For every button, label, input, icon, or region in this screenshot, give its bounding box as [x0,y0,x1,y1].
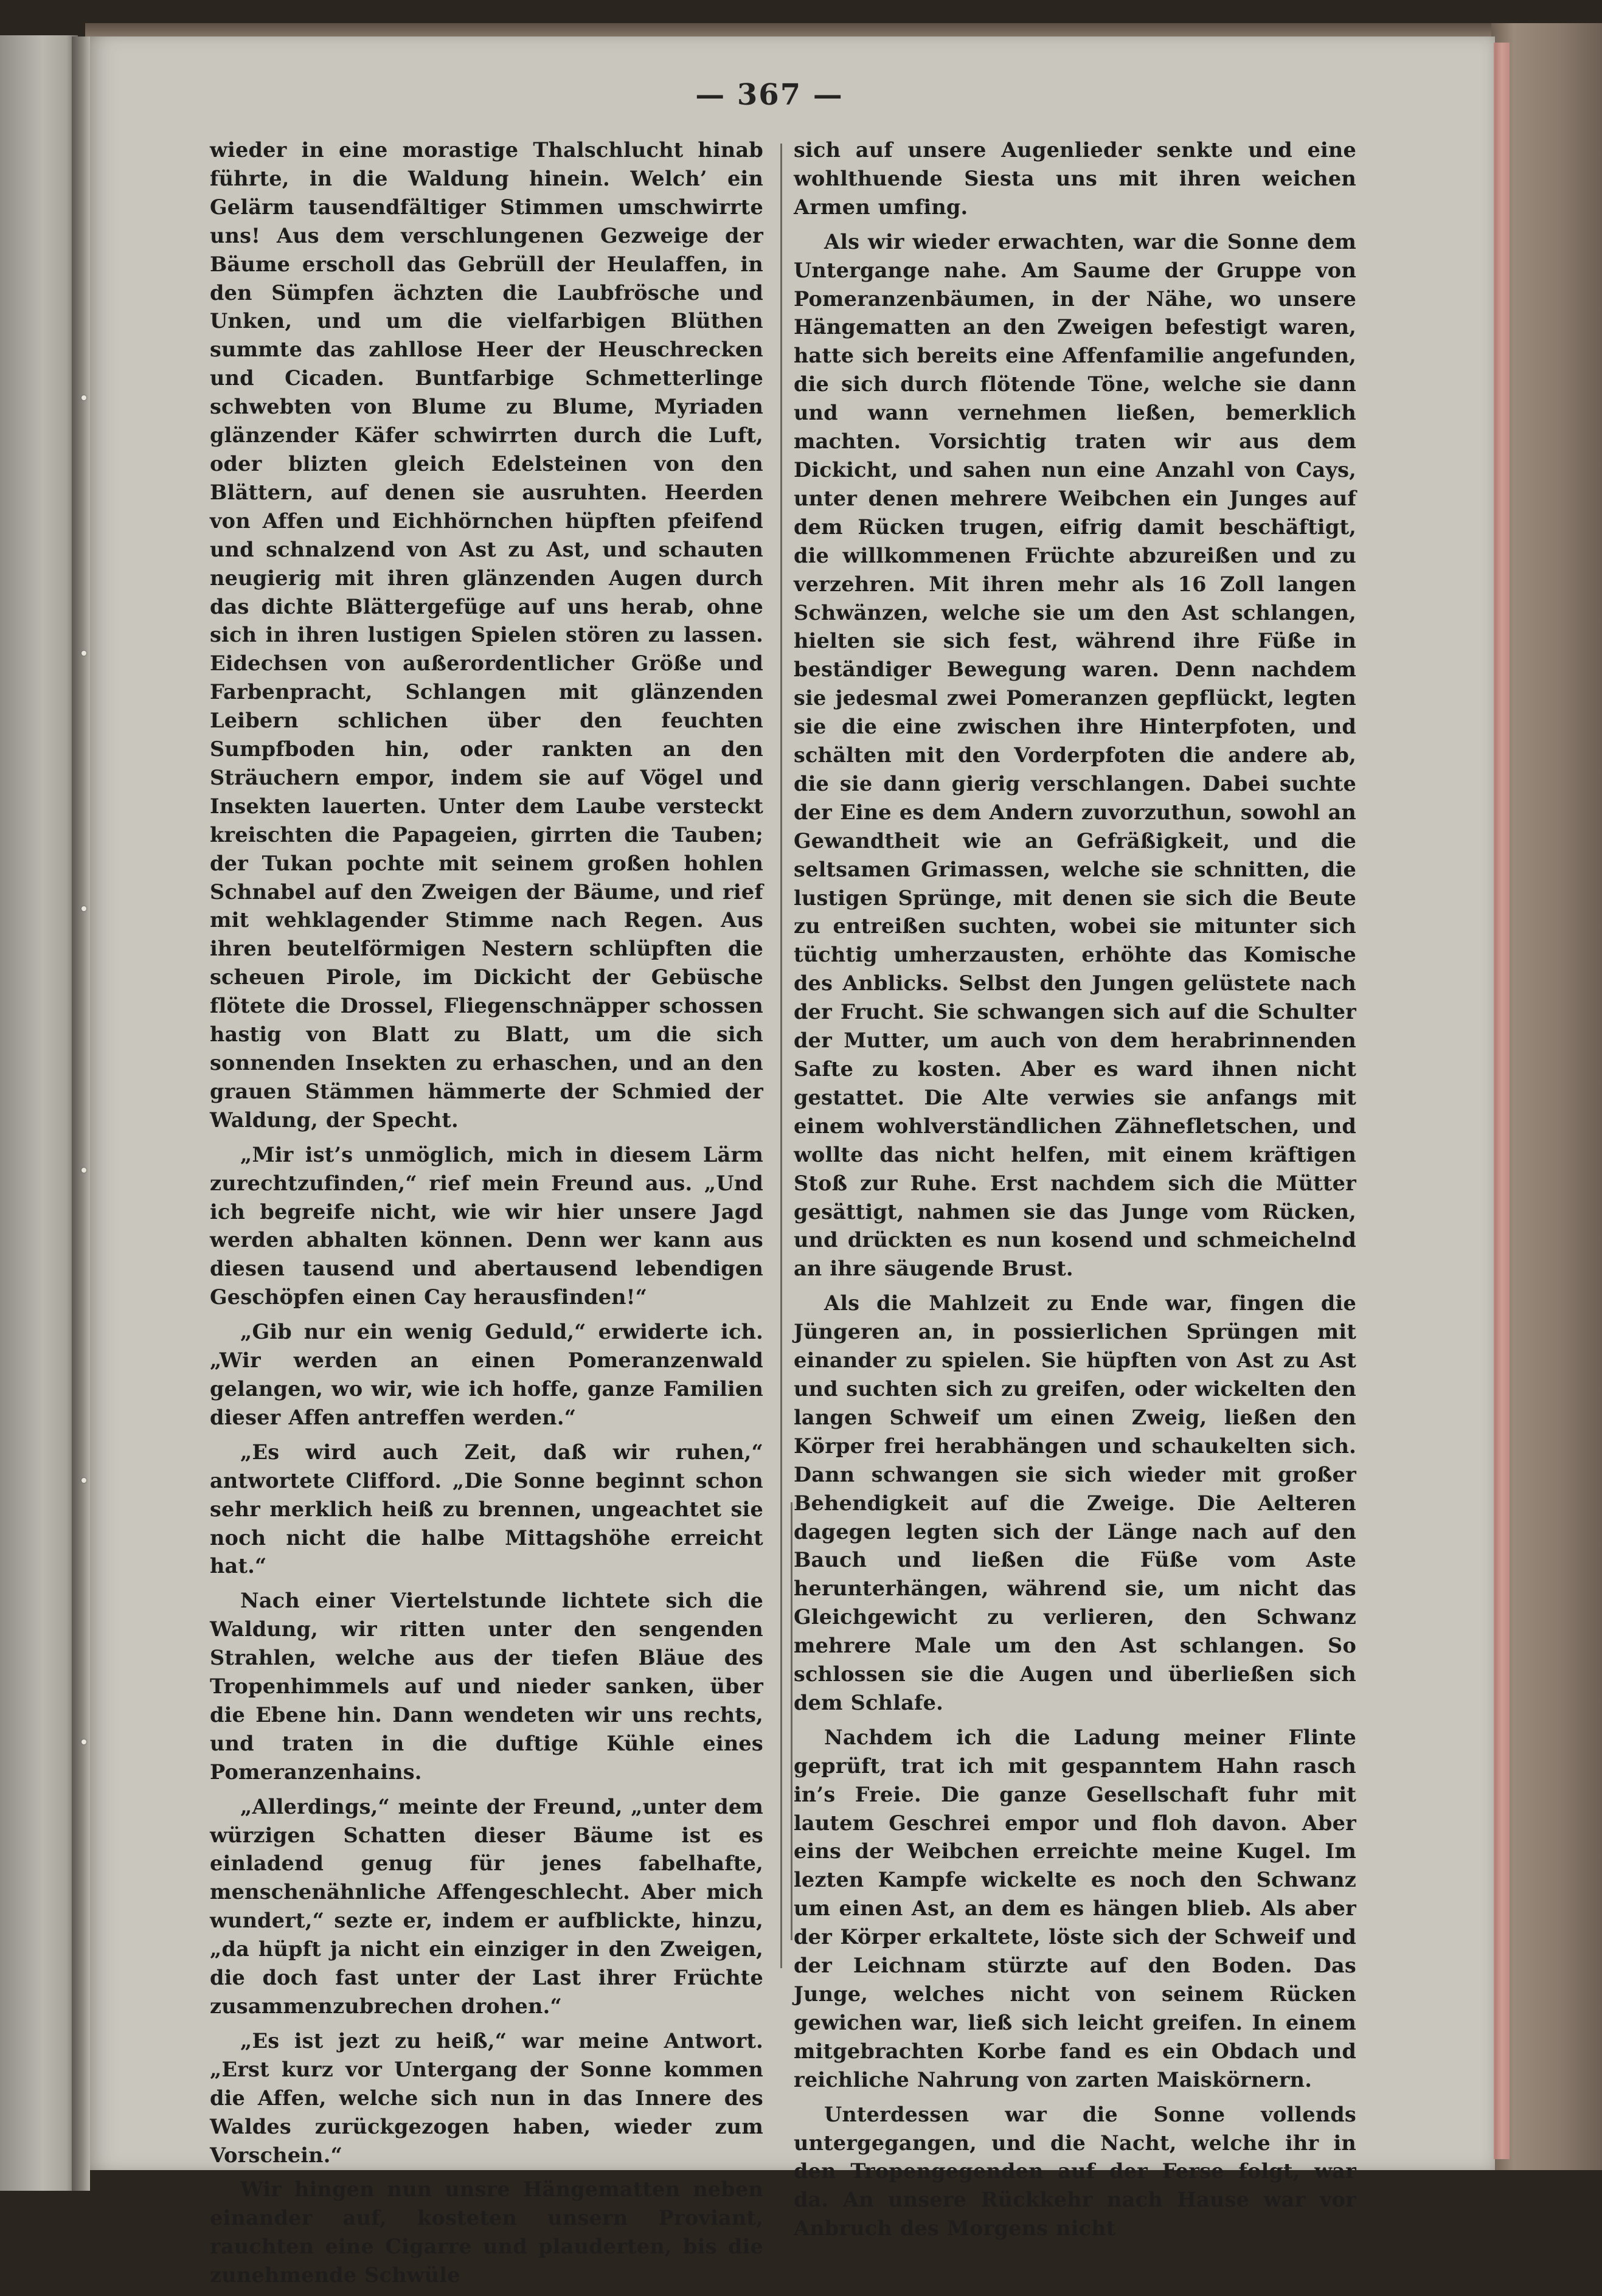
left-text-column [210,136,763,2296]
binding-stitch [81,651,86,656]
binding-stitch [81,1739,86,1744]
column-divider-lower [791,1502,792,1940]
binding-stitch [81,395,86,400]
column-divider [780,144,782,1968]
binding-stitch [81,1478,86,1483]
paragraph: „Mir ist’s unmöglich, mich in diesem Lärm zurechtzufinden,“ rief mein Freund aus. „Und ich begreife nicht, wie wir hier unsere Jagd werden abhalten können. Denn wer kann aus diesen tausend und abertausend lebendigen Geschöpfen einen Cay herausfinden!“ [210,1142,763,1309]
paragraph: Unterdessen war die Sonne vollends untergegangen, und die Nacht, welche ihr in den Tropengegenden auf der Ferse folgt, war da. An unsere Rückkehr nach Hause war vor Anbruch des Morgens nicht [794,2102,1356,2241]
binding-stitch [81,906,86,911]
binding-stitch [81,1168,86,1173]
red-page-edge [1494,43,1510,2159]
page-gutter [72,36,90,2191]
right-text-column [794,136,1356,2249]
paragraph: Nach einer Viertelstunde lichtete sich die Waldung, wir ritten unter den sengenden Strahlen, welche aus der tiefen Bläue des Tropenhimmels auf und nieder sanken, über die Ebene hin. Dann wendeten wir uns rechts, und traten in die duftige Kühle eines Pomeranzenhains. [210,1589,763,1784]
paragraph: Nachdem ich die Ladung meiner Flinte geprüft, trat ich mit gespanntem Hahn rasch in’s Freie. Die ganze Gesellschaft fuhr mit lautem Geschrei empor und floh davon. Aber eins der Weibchen erreichte meine Kugel. Im lezten Kampfe wickelte es noch den Schwanz um einen Ast, an dem es hängen blieb. Als aber der Körper erkaltete, löste sich der Schweif und der Leichnam stürzte auf den Boden. Das Junge, welches nicht von seinem Rücken gewichen war, ließ sich leicht greifen. In einem mitgebrachten Korbe fand es ein Obdach und reichliche Nahrung von zarten Maiskörnern. [794,1725,1356,2092]
paragraph: „Allerdings,“ meinte der Freund, „unter dem würzigen Schatten dieser Bäume ist es einladend genug für jenes fabelhafte, menschenähnliche Affengeschlecht. Aber mich wundert,“ sezte er, indem er aufblickte, hinzu, „da hüpft ja nicht ein einziger in den Zweigen, die doch fast unter der Last ihrer Früchte zusammenzubrechen drohen.“ [210,1794,763,2018]
paragraph: Als wir wieder erwachten, war die Sonne dem Untergange nahe. Am Saume der Gruppe von Pomeranzenbäumen, in der Nähe, wo unsere Hängematten an den Zweigen befestigt waren, hatte sich bereits eine Affenfamilie angefunden, die sich durch flötende Töne, welche sie dann und wann vernehmen ließen, bemerklich machten. Vorsichtig traten wir aus dem Dickicht, und sahen nun eine Anzahl von Cays, unter denen mehrere Weibchen ein Junges auf dem Rücken trugen, eifrig damit beschäftigt, die willkommenen Früchte abzureißen und zu verzehren. Mit ihren mehr als 16 Zoll langen Schwänzen, welche sie um den Ast schlangen, hielten sie sich fest, während ihre Füße in beständiger Bewegung waren. Denn nachdem sie jedesmal zwei Pomeranzen gepflückt, legten sie die eine zwischen ihre Hinterpfoten, und schälten mit den Vorderpfoten die andere ab, die sie dann gierig verschlangen. Dabei suchte der Eine es dem Andern zuvorzuthun, sowohl an Gewandtheit wie an Gefräßigkeit, und die seltsamen Grimassen, welche sie schnitten, die lustigen Sprünge, mit denen sie sich die Beute zu entreißen suchten, wobei sie mitunter sich tüchtig umherzausten, erhöhte das Komische des Anblicks. Selbst den Jungen gelüstete nach der Frucht. Sie schwangen sich auf die Schulter der Mutter, um auch von dem herabrinnenden Safte zu kosten. Aber es ward ihnen nicht gestattet. Die Alte verwies sie anfangs mit einem wohlverständlichen Zähnefletschen, und wollte das nicht helfen, mit einem kräftigen Stoß zur Ruhe. Erst nachdem sich die Mütter gesättigt, nahmen sie das Junge vom Rücken, und drückten es nun kosend und schmeichelnd an ihre säugende Brust. [794,229,1356,1281]
paragraph: Als die Mahlzeit zu Ende war, fingen die Jüngeren an, in possierlichen Sprüngen mit einander zu spielen. Sie hüpften von Ast zu Ast und suchten sich zu greifen, oder wickelten den langen Schweif um einen Zweig, ließen den Körper frei herabhängen und schaukelten sich. Dann schwangen sie sich wieder mit großer Behendigkeit auf die Zweige. Die Aelteren dagegen legten sich der Länge nach auf den Bauch und ließen die Füße vom Aste herunterhängen, während sie, um nicht das Gleichgewicht zu verlieren, den Schwanz mehrere Male um den Ast schlangen. So schlossen sie die Augen und überließen sich dem Schlafe. [794,1291,1356,1715]
paragraph: Wir hingen nun unsre Hängematten neben einander auf, kosteten unsern Proviant, rauchten eine Cigarre und plauderten, bis die zunehmende Schwüle [210,2177,763,2287]
paragraph: wieder in eine morastige Thalschlucht hinab führte, in die Waldung hinein. Welch’ ein Gelärm tausendfältiger Stimmen umschwirrte uns! Aus dem verschlungenen Gezweige der Bäume erscholl das Gebrüll der Heulaffen, in den Sümpfen ächzten die Laubfrösche und Unken, und um die vielfarbigen Blüthen summte das zahllose Heer der Heuschrecken und Cicaden. Buntfarbige Schmetterlinge schwebten von Blume zu Blume, Myriaden glänzender Käfer schwirrten durch die Luft, oder blizten gleich Edelsteinen von den Blättern, auf denen sie ausruhten. Heerden von Affen und Eichhörnchen hüpften pfeifend und schnalzend von Ast zu Ast, und schauten neugierig mit ihren glänzenden Augen durch das dichte Blättergefüge auf uns herab, ohne sich in ihren lustigen Spielen stören zu lassen. Eidechsen von außerordentlicher Größe und Farbenpracht, Schlangen mit glänzenden Leibern schlichen über den feuchten Sumpfboden hin, oder rankten an den Sträuchern empor, indem sie auf Vögel und Insekten lauerten. Unter dem Laube versteckt kreischten die Papageien, girrten die Tauben; der Tukan pochte mit seinem großen hohlen Schnabel auf den Zweigen der Bäume, und rief mit wehklagender Stimme nach Regen. Aus ihren beutelförmigen Nestern schlüpften die scheuen Pirole, im Dickicht der Gebüsche flötete die Drossel, Fliegenschnäpper schossen hastig von Blatt zu Blatt, um die sich sonnenden Insekten zu erhaschen, und an den grauen Stämmen hämmerte der Schmied der Waldung, der Specht. [210,138,763,1132]
paragraph: „Es wird auch Zeit, daß wir ruhen,“ antwortete Clifford. „Die Sonne beginnt schon sehr merklich heiß zu brennen, ungeachtet sie noch nicht die halbe Mittagshöhe erreicht hat.“ [210,1440,763,1578]
paragraph: „Es ist jezt zu heiß,“ war meine Antwort. „Erst kurz vor Untergang der Sonne kommen die Affen, welche sich nun in das Innere des Waldes zurückgezogen haben, wieder zum Vorschein.“ [210,2028,763,2167]
previous-page-edge [0,35,78,2191]
paragraph: sich auf unsere Augenlieder senkte und eine wohlthuende Siesta uns mit ihren weichen Armen umfing. [794,138,1356,219]
paragraph: „Gib nur ein wenig Geduld,“ erwiderte ich. „Wir werden an einen Pomeranzenwald gelangen, wo wir, wie ich hoffe, ganze Familien dieser Affen antreffen werden.“ [210,1320,763,1429]
page-number: — 367 — [695,78,844,112]
